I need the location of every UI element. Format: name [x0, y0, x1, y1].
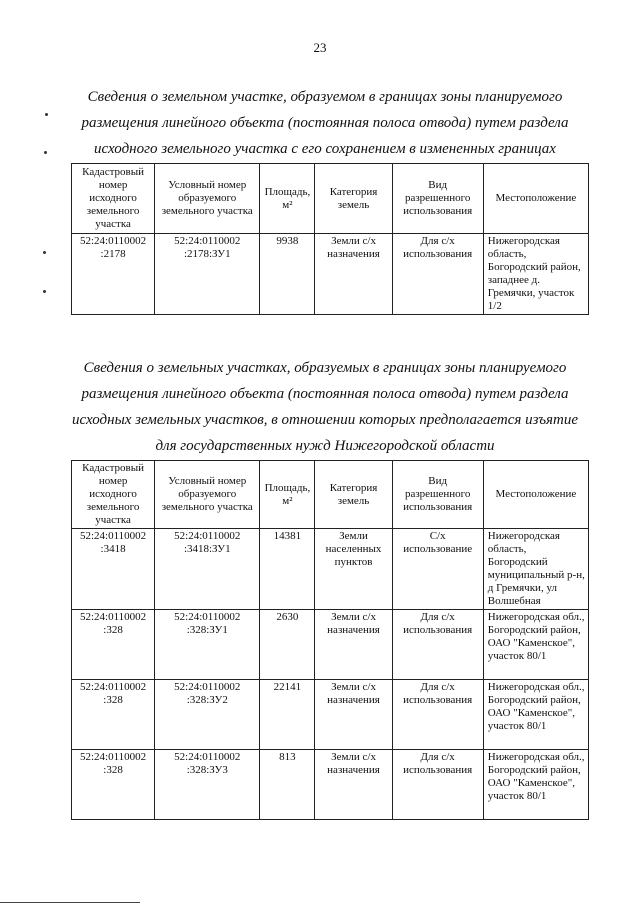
- permitted-use: С/х использование: [392, 529, 483, 610]
- column-header: Местоположение: [483, 164, 588, 234]
- column-header: Кадастровый номер исходного земельного участка: [72, 461, 155, 529]
- table-row: [72, 610, 589, 680]
- permitted-use: Для с/х использования: [392, 234, 483, 315]
- land-plot-table-1: [71, 163, 589, 315]
- conditional-number: 52:24:0110002 :328:ЗУ2: [155, 680, 260, 750]
- scan-dot: [43, 251, 46, 254]
- heading-line: для государственных нужд Нижегородской области: [155, 438, 495, 454]
- table-row: [72, 234, 589, 315]
- section1-heading: [60, 84, 590, 162]
- column-header: Условный номер образуемого земельного участка: [155, 164, 260, 234]
- permitted-use: Для с/х использования: [392, 610, 483, 680]
- location: Нижегородская обл., Богородский район, ОАО "Каменское", участок 80/1: [483, 750, 588, 820]
- location: Нижегородская обл., Богородский район, ОАО "Каменское", участок 80/1: [483, 610, 588, 680]
- column-header: Площадь, м²: [260, 461, 315, 529]
- cadastral-number: 52:24:0110002 :328: [72, 610, 155, 680]
- conditional-number: 52:24:0110002 :328:ЗУ1: [155, 610, 260, 680]
- land-category: Земли с/х назначения: [315, 750, 392, 820]
- column-header: Вид разрешенного использования: [392, 164, 483, 234]
- area-value: 813: [260, 750, 315, 820]
- land-plot-table-2: [71, 460, 589, 820]
- land-category: Земли с/х назначения: [315, 610, 392, 680]
- column-header: Категория земель: [315, 461, 392, 529]
- land-category: Земли населенных пунктов: [315, 529, 392, 610]
- location: Нижегородская область, Богородский муниципальный р-н, д Гремячки, ул Волшебная: [483, 529, 588, 610]
- heading-line: исходных земельных участков, в отношении которых предполагается изъятие: [72, 412, 578, 428]
- heading-line: размещения линейного объекта (постоянная полоса отвода) путем раздела: [81, 386, 569, 402]
- permitted-use: Для с/х использования: [392, 680, 483, 750]
- scan-dot: [44, 151, 47, 154]
- heading-line: исходного земельного участка с его сохранением в измененных границах: [94, 141, 556, 157]
- column-header: Местоположение: [483, 461, 588, 529]
- column-header: Категория земель: [315, 164, 392, 234]
- footer-divider: [0, 902, 140, 903]
- column-header: Вид разрешенного использования: [392, 461, 483, 529]
- permitted-use: Для с/х использования: [392, 750, 483, 820]
- cadastral-number: 52:24:0110002 :328: [72, 680, 155, 750]
- table-row: [72, 750, 589, 820]
- cadastral-number: 52:24:0110002 :328: [72, 750, 155, 820]
- cadastral-number: 52:24:0110002 :3418: [72, 529, 155, 610]
- heading-line: Сведения о земельных участках, образуемых в границах зоны планируемого: [83, 360, 567, 376]
- conditional-number: 52:24:0110002 :328:ЗУ3: [155, 750, 260, 820]
- location: Нижегородская область, Богородский район, западнее д. Гремячки, участок 1/2: [483, 234, 588, 315]
- page-number: 23: [313, 40, 327, 55]
- table-header-row: [72, 461, 589, 529]
- land-category: Земли с/х назначения: [315, 680, 392, 750]
- column-header: Площадь, м²: [260, 164, 315, 234]
- heading-line: размещения линейного объекта (постоянная полоса отвода) путем раздела: [81, 115, 569, 131]
- land-category: Земли с/х назначения: [315, 234, 392, 315]
- area-value: 22141: [260, 680, 315, 750]
- heading-line: Сведения о земельном участке, образуемом в границах зоны планируемого: [87, 89, 563, 105]
- column-header: Условный номер образуемого земельного участка: [155, 461, 260, 529]
- area-value: 14381: [260, 529, 315, 610]
- section2-heading: [60, 355, 590, 459]
- table-row: [72, 680, 589, 750]
- conditional-number: 52:24:0110002 :2178:ЗУ1: [155, 234, 260, 315]
- cadastral-number: 52:24:0110002 :2178: [72, 234, 155, 315]
- area-value: 2630: [260, 610, 315, 680]
- conditional-number: 52:24:0110002 :3418:ЗУ1: [155, 529, 260, 610]
- table-row: [72, 529, 589, 610]
- scan-dot: [45, 113, 48, 116]
- table-header-row: [72, 164, 589, 234]
- location: Нижегородская обл., Богородский район, ОАО "Каменское", участок 80/1: [483, 680, 588, 750]
- area-value: 9938: [260, 234, 315, 315]
- scan-dot: [43, 290, 46, 293]
- column-header: Кадастровый номер исходного земельного участка: [72, 164, 155, 234]
